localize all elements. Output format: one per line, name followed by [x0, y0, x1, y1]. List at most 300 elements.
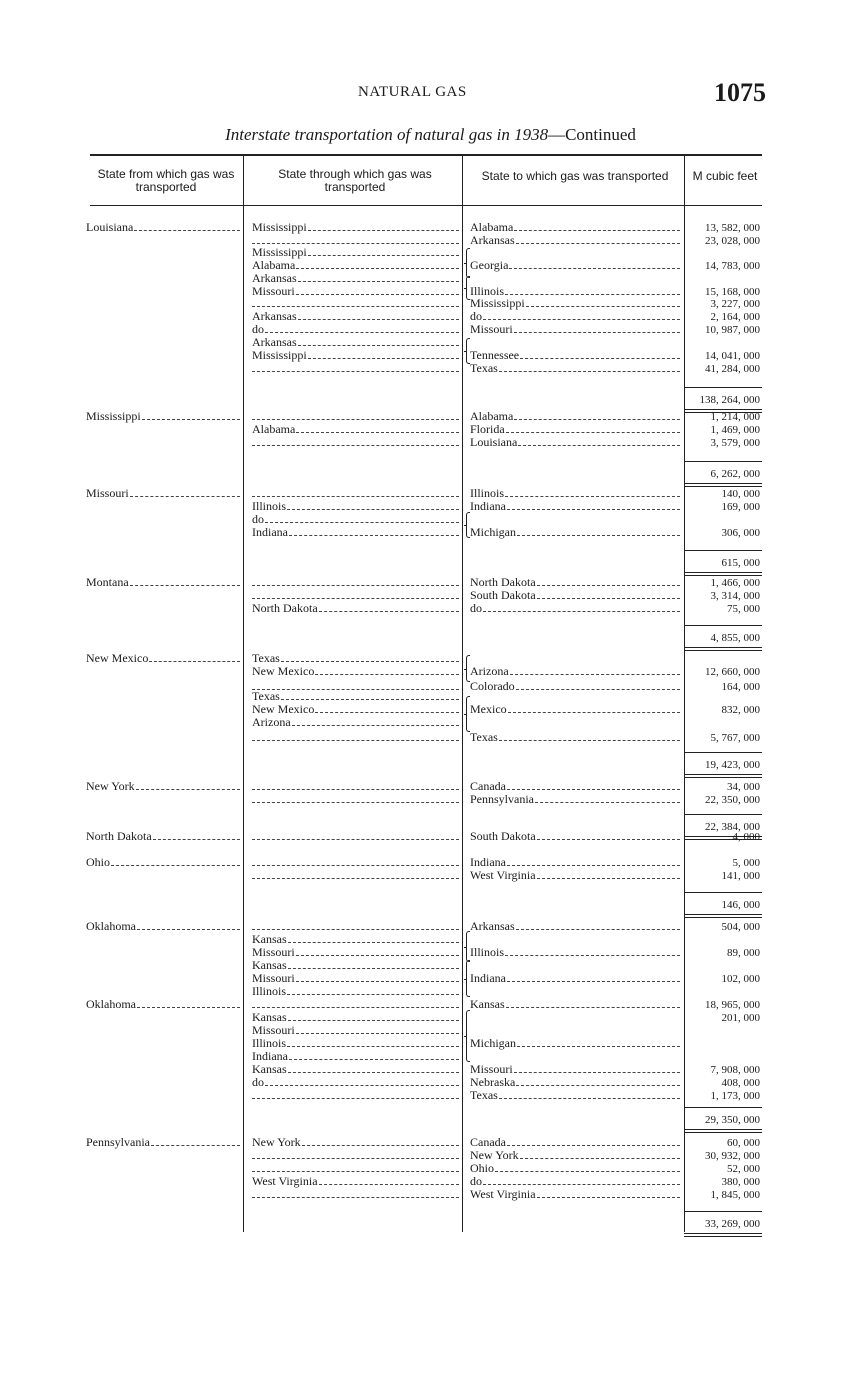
destination-state-text: Tennessee: [470, 349, 520, 362]
transit-state: [252, 665, 459, 678]
destination-state-text: Michigan: [470, 1037, 516, 1050]
grouping-brace: [466, 696, 470, 732]
dot-leader: [142, 418, 240, 420]
transit-state-text: Kansas: [252, 959, 287, 972]
subtotal-rule: [684, 650, 762, 651]
dot-leader: [111, 864, 240, 866]
volume-value: 140, 000: [721, 488, 760, 500]
origin-state: [86, 830, 240, 843]
dot-leader: [252, 1006, 459, 1008]
dot-leader: [499, 1097, 680, 1099]
dot-leader: [252, 584, 459, 586]
volume-value: 5, 000: [732, 857, 760, 869]
dot-leader: [265, 1084, 459, 1086]
subtotal-value: 29, 350, 000: [705, 1114, 760, 1126]
origin-state-text: Ohio: [86, 856, 110, 869]
dot-leader: [520, 357, 680, 359]
dot-leader: [289, 534, 459, 536]
dot-leader: [507, 980, 680, 982]
dot-leader: [287, 508, 459, 510]
transit-state: [252, 297, 459, 310]
transit-state: [252, 703, 459, 716]
dot-leader: [288, 1019, 459, 1021]
destination-state: [470, 1149, 680, 1162]
dot-leader: [296, 267, 459, 269]
dot-leader: [130, 584, 240, 586]
transit-state: [252, 436, 459, 449]
dot-leader: [308, 254, 459, 256]
volume-value: 1, 214, 000: [710, 411, 760, 423]
transit-state-text: Kansas: [252, 933, 287, 946]
dot-leader: [252, 305, 459, 307]
volume-value: 7, 908, 000: [710, 1064, 760, 1076]
destination-state-text: Indiana: [470, 856, 506, 869]
volume-value: 75, 000: [727, 603, 760, 615]
volume-value: 1, 845, 000: [710, 1189, 760, 1201]
origin-state-text: Missouri: [86, 487, 129, 500]
destination-state: [470, 423, 680, 436]
volume-value: 504, 000: [721, 921, 760, 933]
destination-state-text: Texas: [470, 362, 498, 375]
dot-leader: [281, 698, 459, 700]
volume-value: 5, 767, 000: [710, 732, 760, 744]
dot-leader: [308, 357, 459, 359]
transit-state: [252, 1050, 459, 1063]
destination-state-text: Nebraska: [470, 1076, 516, 1089]
dot-leader: [499, 370, 680, 372]
volume-value: 832, 000: [721, 704, 760, 716]
subtotal-value: 138, 264, 000: [699, 394, 760, 406]
origin-state: [86, 856, 240, 869]
dot-leader: [134, 229, 240, 231]
origin-state-text: Oklahoma: [86, 998, 136, 1011]
origin-state-text: New York: [86, 780, 135, 793]
dot-leader: [537, 584, 680, 586]
grouping-brace: [466, 655, 470, 682]
transit-state-text: Alabama: [252, 423, 296, 436]
transit-state: [252, 793, 459, 806]
transit-state: [252, 602, 459, 615]
dot-leader: [505, 293, 680, 295]
transit-state-text: Missouri: [252, 972, 295, 985]
header-rule-top: [90, 154, 762, 156]
destination-state: [470, 946, 680, 959]
dot-leader: [537, 838, 680, 840]
transit-state-text: West Virginia: [252, 1175, 318, 1188]
dot-leader: [252, 864, 459, 866]
destination-state-text: Pennsylvania: [470, 793, 534, 806]
origin-state-text: New Mexico: [86, 652, 149, 665]
transit-state: [252, 1011, 459, 1024]
transit-state: [252, 500, 459, 513]
destination-state: [470, 920, 680, 933]
grouping-brace: [466, 960, 470, 997]
transit-state-text: Mississippi: [252, 221, 307, 234]
transit-state: [252, 690, 459, 703]
volume-value: 306, 000: [721, 527, 760, 539]
dot-leader: [315, 673, 459, 675]
grouping-brace: [466, 1010, 470, 1062]
destination-state-text: do: [470, 602, 482, 615]
column-divider-1: [243, 154, 244, 1232]
transit-state-text: do: [252, 323, 264, 336]
destination-state-text: do: [470, 310, 482, 323]
transit-state: [252, 716, 459, 729]
dot-leader: [252, 838, 459, 840]
transit-state: [252, 1063, 459, 1076]
volume-value: 3, 314, 000: [710, 590, 760, 602]
transit-state-text: Arkansas: [252, 272, 297, 285]
dot-leader: [252, 495, 459, 497]
transit-state: [252, 869, 459, 882]
destination-state: [470, 1089, 680, 1102]
subtotal-rule: [684, 1236, 762, 1237]
dot-leader: [252, 1157, 459, 1159]
column-header-value: M cubic feet: [692, 169, 758, 183]
destination-state-text: Arizona: [470, 665, 509, 678]
transit-state: [252, 1024, 459, 1037]
destination-state-text: New York: [470, 1149, 519, 1162]
destination-state-text: Mexico: [470, 703, 507, 716]
transit-state-text: Indiana: [252, 526, 288, 539]
volume-value: 41, 284, 000: [705, 363, 760, 375]
subtotal-value: 146, 000: [721, 899, 760, 911]
dot-leader: [507, 864, 680, 866]
destination-state-text: Arkansas: [470, 234, 515, 247]
dot-leader: [296, 293, 459, 295]
transit-state: [252, 246, 459, 259]
destination-state-text: West Virginia: [470, 869, 536, 882]
subtotal-value: 19, 423, 000: [705, 759, 760, 771]
dot-leader: [526, 305, 680, 307]
dot-leader: [252, 1097, 459, 1099]
transit-state: [252, 221, 459, 234]
origin-state: [86, 998, 240, 1011]
destination-state-text: Canada: [470, 1136, 506, 1149]
dot-leader: [315, 711, 459, 713]
column-header-from: State from which gas was transported: [97, 167, 235, 194]
volume-value: 22, 350, 000: [705, 794, 760, 806]
transit-state-text: Arkansas: [252, 310, 297, 323]
transit-state-text: Kansas: [252, 1011, 287, 1024]
origin-state: [86, 780, 240, 793]
transit-state-text: Mississippi: [252, 246, 307, 259]
transit-state: [252, 323, 459, 336]
dot-leader: [506, 1006, 680, 1008]
dot-leader: [137, 1006, 240, 1008]
destination-state: [470, 410, 680, 423]
destination-state: [470, 310, 680, 323]
destination-state: [470, 1076, 680, 1089]
dot-leader: [281, 660, 459, 662]
destination-state-text: Indiana: [470, 972, 506, 985]
subtotal-rule: [684, 483, 762, 484]
dot-leader: [252, 1196, 459, 1198]
origin-state: [86, 410, 240, 423]
transit-state: [252, 336, 459, 349]
destination-state: [470, 731, 680, 744]
destination-state: [470, 487, 680, 500]
table-title-suffix: —Continued: [548, 125, 636, 144]
dot-leader: [520, 1157, 680, 1159]
dot-leader: [252, 801, 459, 803]
transit-state: [252, 856, 459, 869]
dot-leader: [298, 280, 459, 282]
dot-leader: [252, 788, 459, 790]
transit-state: [252, 830, 459, 843]
volume-value: 164, 000: [721, 681, 760, 693]
transit-state: [252, 920, 459, 933]
dot-leader: [153, 838, 240, 840]
subtotal-rule: [684, 575, 762, 576]
page-number: 1075: [714, 78, 766, 107]
dot-leader: [516, 242, 680, 244]
volume-value: 3, 579, 000: [710, 437, 760, 449]
dot-leader: [130, 495, 240, 497]
subtotal-rule: [684, 625, 762, 626]
destination-state-text: Ohio: [470, 1162, 494, 1175]
subtotal-value: 4, 855, 000: [710, 632, 760, 644]
transit-state-text: Alabama: [252, 259, 296, 272]
transit-state: [252, 933, 459, 946]
volume-value: 14, 041, 000: [705, 350, 760, 362]
dot-leader: [506, 431, 680, 433]
grouping-brace: [466, 338, 470, 364]
transit-state-text: Arkansas: [252, 336, 297, 349]
destination-state: [470, 297, 680, 310]
subtotal-rule: [684, 572, 762, 573]
dot-leader: [287, 993, 459, 995]
transit-state-text: Illinois: [252, 1037, 287, 1050]
dot-leader: [151, 1144, 240, 1146]
transit-state: [252, 362, 459, 375]
origin-state: [86, 487, 240, 500]
dot-leader: [292, 724, 459, 726]
dot-leader: [319, 610, 459, 612]
dot-leader: [537, 877, 680, 879]
volume-value: 408, 000: [721, 1077, 760, 1089]
volume-value: 52, 000: [727, 1163, 760, 1175]
destination-state-text: Kansas: [470, 998, 505, 1011]
destination-state: [470, 349, 680, 362]
transit-state: [252, 423, 459, 436]
subtotal-rule: [684, 647, 762, 648]
origin-state-text: Mississippi: [86, 410, 141, 423]
dot-leader: [505, 954, 680, 956]
dot-leader: [514, 331, 680, 333]
volume-value: 89, 000: [727, 947, 760, 959]
volume-value: 23, 028, 000: [705, 235, 760, 247]
transit-state: [252, 985, 459, 998]
column-divider-2: [462, 154, 463, 1232]
transit-state: [252, 1188, 459, 1201]
subtotal-rule: [684, 774, 762, 775]
dot-leader: [149, 660, 240, 662]
volume-value: 10, 987, 000: [705, 324, 760, 336]
subtotal-value: 6, 262, 000: [710, 468, 760, 480]
transit-state-text: Texas: [252, 690, 280, 703]
destination-state-text: South Dakota: [470, 830, 536, 843]
destination-state: [470, 780, 680, 793]
dot-leader: [265, 331, 459, 333]
transit-state: [252, 349, 459, 362]
transit-state: [252, 310, 459, 323]
transit-state: [252, 972, 459, 985]
subtotal-rule: [684, 1129, 762, 1130]
origin-state-text: Louisiana: [86, 221, 134, 234]
transit-state: [252, 410, 459, 423]
destination-state-text: Illinois: [470, 946, 505, 959]
volume-value: 34, 000: [727, 781, 760, 793]
table-title-main: Interstate transportation of natural gas in 1938: [225, 125, 549, 144]
dot-leader: [287, 1045, 459, 1047]
origin-state: [86, 652, 240, 665]
destination-state-text: Georgia: [470, 259, 509, 272]
destination-state-text: Indiana: [470, 500, 506, 513]
volume-value: 12, 660, 000: [705, 666, 760, 678]
destination-state: [470, 665, 680, 678]
destination-state-text: Louisiana: [470, 436, 518, 449]
dot-leader: [514, 1071, 680, 1073]
destination-state: [470, 602, 680, 615]
dot-leader: [535, 801, 680, 803]
dot-leader: [499, 739, 680, 741]
dot-leader: [483, 318, 680, 320]
grouping-brace: [466, 276, 470, 300]
subtotal-rule: [684, 777, 762, 778]
origin-state-text: Montana: [86, 576, 129, 589]
dot-leader: [252, 242, 459, 244]
transit-state: [252, 1175, 459, 1188]
origin-state-text: North Dakota: [86, 830, 152, 843]
dot-leader: [508, 711, 680, 713]
destination-state: [470, 234, 680, 247]
destination-state: [470, 1136, 680, 1149]
transit-state-text: Missouri: [252, 285, 295, 298]
transit-state: [252, 946, 459, 959]
destination-state-text: Florida: [470, 423, 505, 436]
destination-state: [470, 1063, 680, 1076]
dot-leader: [507, 788, 680, 790]
destination-state: [470, 576, 680, 589]
volume-value: 102, 000: [721, 973, 760, 985]
transit-state-text: North Dakota: [252, 602, 318, 615]
dot-leader: [507, 508, 680, 510]
dot-leader: [516, 1084, 680, 1086]
transit-state-text: New York: [252, 1136, 301, 1149]
subtotal-value: 22, 384, 000: [705, 821, 760, 833]
subtotal-rule: [684, 1132, 762, 1133]
dot-leader: [252, 418, 459, 420]
transit-state: [252, 576, 459, 589]
volume-value: 30, 932, 000: [705, 1150, 760, 1162]
destination-state: [470, 680, 680, 693]
transit-state-text: Missouri: [252, 1024, 295, 1037]
destination-state-text: West Virginia: [470, 1188, 536, 1201]
destination-state: [470, 830, 680, 843]
destination-state: [470, 259, 680, 272]
dot-leader: [136, 788, 240, 790]
dot-leader: [252, 597, 459, 599]
volume-value: 15, 168, 000: [705, 286, 760, 298]
volume-value: 2, 164, 000: [710, 311, 760, 323]
origin-state: [86, 221, 240, 234]
transit-state: [252, 731, 459, 744]
grouping-brace: [466, 512, 470, 538]
dot-leader: [507, 1144, 680, 1146]
dot-leader: [252, 370, 459, 372]
destination-state: [470, 1037, 680, 1050]
dot-leader: [509, 267, 680, 269]
origin-state: [86, 920, 240, 933]
destination-state-text: Texas: [470, 1089, 498, 1102]
transit-state-text: Kansas: [252, 1063, 287, 1076]
transit-state-text: Arizona: [252, 716, 291, 729]
column-header-through: State through which gas was transported: [278, 167, 432, 194]
destination-state: [470, 1162, 680, 1175]
origin-state: [86, 1136, 240, 1149]
subtotal-rule: [684, 1233, 762, 1234]
dot-leader: [495, 1170, 680, 1172]
destination-state: [470, 972, 680, 985]
destination-state: [470, 1188, 680, 1201]
grouping-brace: [466, 931, 470, 962]
dot-leader: [537, 597, 680, 599]
dot-leader: [505, 495, 680, 497]
destination-state: [470, 998, 680, 1011]
subtotal-rule: [684, 914, 762, 915]
dot-leader: [288, 967, 459, 969]
dot-leader: [296, 954, 459, 956]
dot-leader: [296, 1032, 459, 1034]
destination-state-text: do: [470, 1175, 482, 1188]
subtotal-rule: [684, 461, 762, 462]
subtotal-rule: [684, 1211, 762, 1212]
dot-leader: [252, 877, 459, 879]
transit-state-text: do: [252, 513, 264, 526]
subtotal-rule: [684, 752, 762, 753]
dot-leader: [514, 418, 680, 420]
transit-state-text: do: [252, 1076, 264, 1089]
volume-value: 13, 582, 000: [705, 222, 760, 234]
dot-leader: [252, 928, 459, 930]
transit-state: [252, 272, 459, 285]
destination-state: [470, 589, 680, 602]
subtotal-value: 615, 000: [721, 557, 760, 569]
volume-value: 1, 469, 000: [710, 424, 760, 436]
destination-state-text: Texas: [470, 731, 498, 744]
destination-state-text: Missouri: [470, 323, 513, 336]
volume-value: 18, 965, 000: [705, 999, 760, 1011]
dot-leader: [252, 739, 459, 741]
transit-state-text: Illinois: [252, 985, 287, 998]
destination-state: [470, 323, 680, 336]
destination-state-text: Alabama: [470, 410, 514, 423]
dot-leader: [265, 521, 459, 523]
volume-value: 201, 000: [721, 1012, 760, 1024]
subtotal-rule: [684, 814, 762, 815]
transit-state: [252, 1089, 459, 1102]
transit-state-text: Missouri: [252, 946, 295, 959]
dot-leader: [319, 1183, 459, 1185]
dot-leader: [298, 344, 459, 346]
dot-leader: [514, 229, 680, 231]
column-header-to: State to which gas was transported: [481, 169, 669, 183]
dot-leader: [298, 318, 459, 320]
dot-leader: [296, 980, 459, 982]
destination-state-text: Canada: [470, 780, 506, 793]
destination-state-text: Michigan: [470, 526, 516, 539]
